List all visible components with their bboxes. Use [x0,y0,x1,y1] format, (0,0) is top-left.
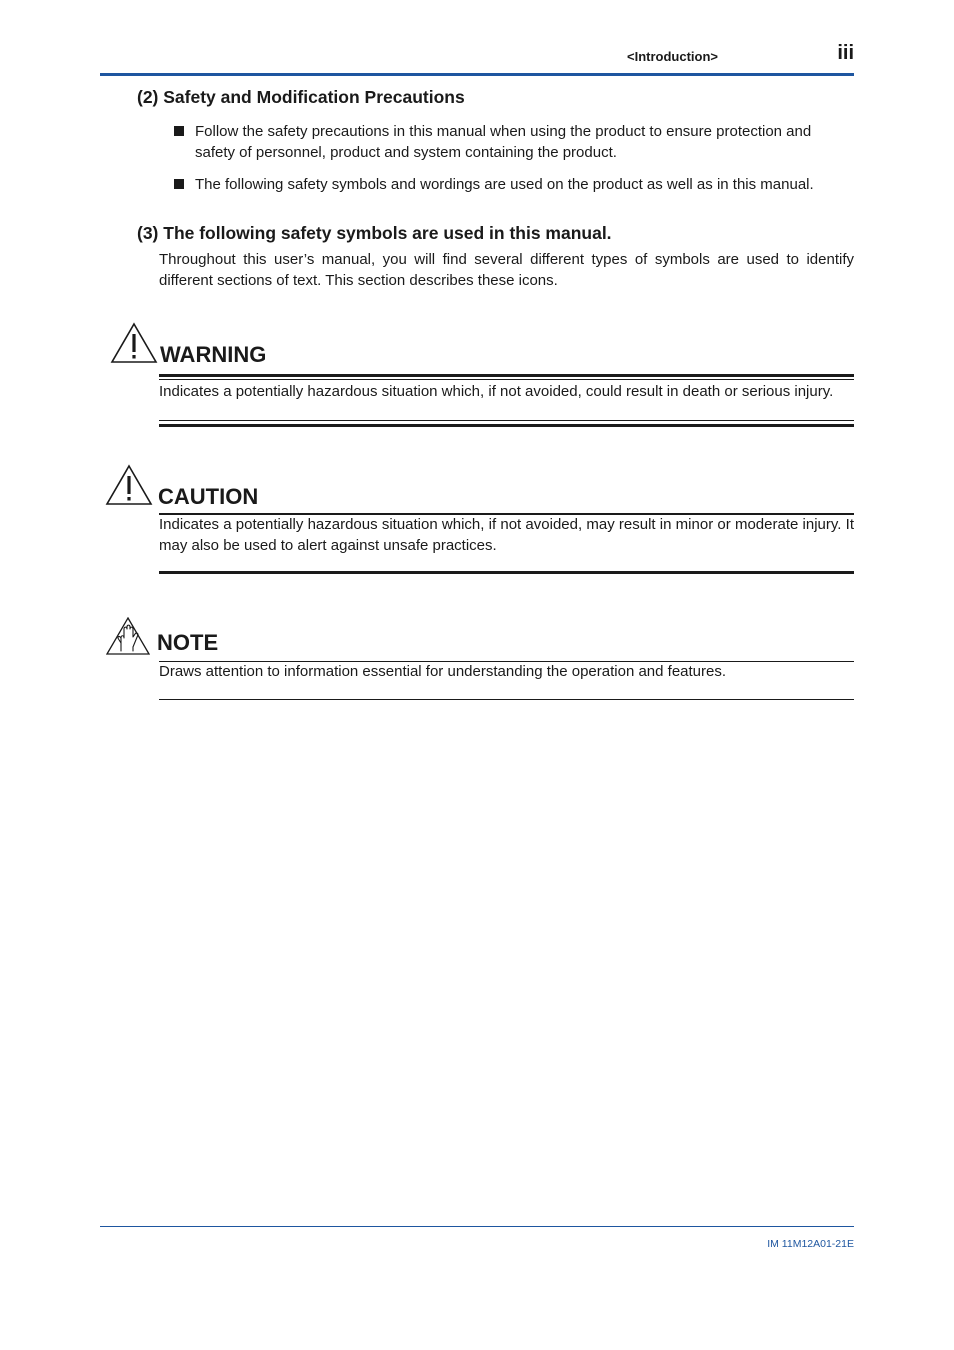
bullet-square-icon [174,179,184,189]
page-number: iii [837,42,854,64]
section-2-heading: (2) Safety and Modification Precautions [137,87,465,107]
caution-bottom-rule [159,571,854,574]
warning-top-rule [159,374,854,377]
section-3-heading: (3) The following safety symbols are used in this manual. [137,223,612,243]
bullet-square-icon [174,126,184,136]
bullet-item-1: Follow the safety precautions in this manual when using the product to ensure protection and safety of personnel, product and system containing the product. [195,123,812,161]
warning-text: Indicates a potentially hazardous situation which, if not avoided, could result in death or serious injury. [159,383,834,400]
document-number: IM 11M12A01-21E [767,1238,854,1250]
header-section-label: <Introduction> [627,49,718,64]
warning-title: WARNING [160,342,267,367]
footer-divider [100,1226,854,1227]
caution-text: Indicates a potentially hazardous situation which, if not avoided, may result in minor or moderate injury. It may also be used to alert against unsafe practices. [159,516,854,554]
warning-top-rule-thin [159,379,854,380]
warning-bottom-rule-thin [159,420,854,421]
caution-title: CAUTION [158,484,259,509]
note-text: Draws attention to information essential for understanding the operation and features. [159,663,727,680]
bullet-item-2: The following safety symbols and wordings are used on the product as well as in this manual. [195,176,814,193]
section-3-intro: Throughout this user’s manual, you will find several different types of symbols are used to identify different sections of text. This section describes these icons. [159,251,854,289]
warning-bottom-rule [159,424,854,427]
note-title: NOTE [157,630,219,655]
header-divider [100,73,854,76]
note-bottom-rule [159,699,854,700]
caution-triangle-icon [105,464,153,506]
warning-triangle-icon [110,322,158,364]
hand-icon [106,617,150,655]
